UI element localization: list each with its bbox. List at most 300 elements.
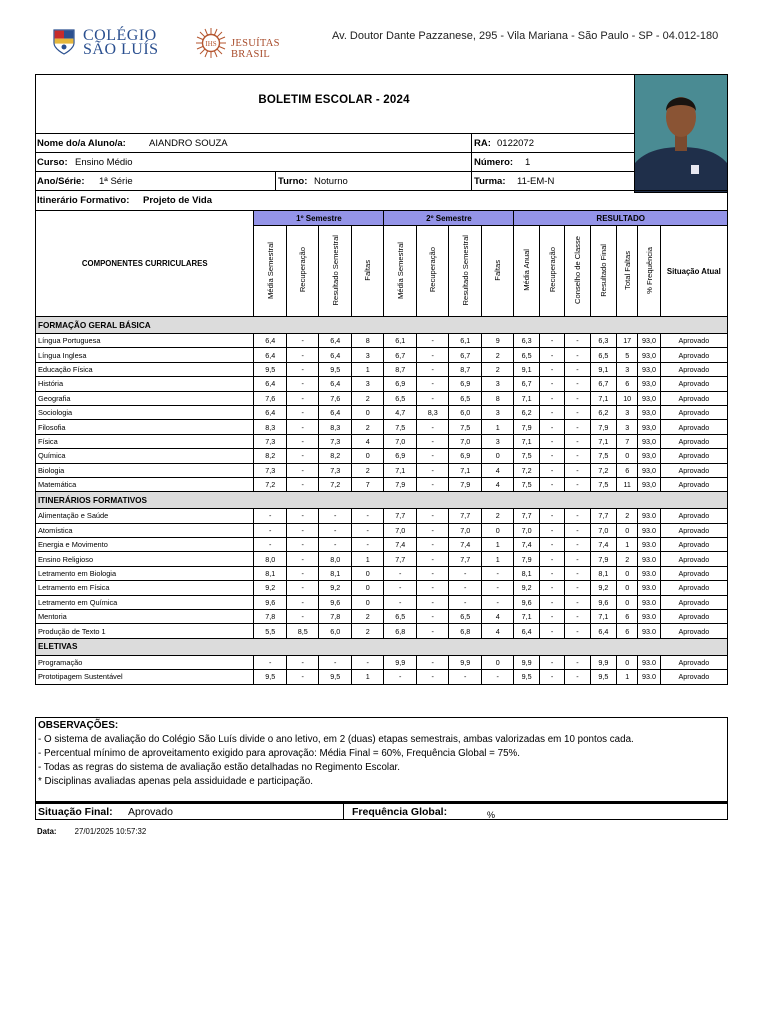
subject-name: Língua Inglesa xyxy=(36,348,254,362)
grade-cell: 1 xyxy=(617,670,638,684)
table-row xyxy=(36,348,728,362)
grade-cell: - xyxy=(539,449,564,463)
grade-cell: - xyxy=(254,523,287,537)
subject-name: Química xyxy=(36,449,254,463)
subject-name: Letramento em Biologia xyxy=(36,566,254,580)
grade-cell: 7,0 xyxy=(514,523,539,537)
footer-divider xyxy=(343,804,344,820)
grade-cell: 6,4 xyxy=(254,348,287,362)
grade-cell: 6,5 xyxy=(590,348,616,362)
grade-cell: - xyxy=(286,655,319,669)
grade-cell: 7,9 xyxy=(590,420,616,434)
grade-cell: - xyxy=(539,538,564,552)
grade-cell: - xyxy=(539,477,564,491)
grade-cell: - xyxy=(286,581,319,595)
grade-cell: - xyxy=(539,362,564,376)
final-status-label: Situação Final: xyxy=(38,806,113,818)
grade-cell: 9,9 xyxy=(590,655,616,669)
grade-cell: 7,1 xyxy=(449,463,482,477)
report-card xyxy=(35,74,728,819)
grade-cell: 8,1 xyxy=(514,566,539,580)
grade-cell: 0 xyxy=(481,449,514,463)
subject-name: Programação xyxy=(36,655,254,669)
grade-cell: 1 xyxy=(351,362,384,376)
grade-cell: 93,0 xyxy=(638,449,660,463)
final-status-value: Aprovado xyxy=(128,806,173,818)
grade-cell: 11 xyxy=(617,477,638,491)
grade-cell: - xyxy=(286,405,319,419)
subject-name: Biologia xyxy=(36,463,254,477)
grade-cell: 7 xyxy=(351,477,384,491)
grade-cell: 1 xyxy=(351,552,384,566)
grade-cell: - xyxy=(565,348,590,362)
grade-cell: 9,5 xyxy=(590,670,616,684)
grade-cell: - xyxy=(565,449,590,463)
grade-cell: 9,6 xyxy=(514,595,539,609)
table-row xyxy=(36,610,728,624)
section-row xyxy=(36,492,728,509)
grade-cell: - xyxy=(539,405,564,419)
grade-cell: 9,9 xyxy=(449,655,482,669)
school-shield-icon xyxy=(53,29,75,55)
grade-cell: 6 xyxy=(617,463,638,477)
grade-cell: 9,2 xyxy=(254,581,287,595)
status-cell: Aprovado xyxy=(660,523,727,537)
grade-cell: 3 xyxy=(617,405,638,419)
grade-cell: 7,8 xyxy=(254,610,287,624)
semester2-header: 2º Semestre xyxy=(384,211,514,226)
grade-cell: 93,0 xyxy=(638,405,660,419)
subject-name: Letramento em Física xyxy=(36,581,254,595)
column-header-label: Conselho de Classe xyxy=(572,236,582,304)
grade-cell: 7,0 xyxy=(384,523,417,537)
grade-cell: 9,2 xyxy=(319,581,352,595)
grade-cell: 7,9 xyxy=(514,420,539,434)
grade-cell: 93.0 xyxy=(638,509,660,523)
grade-cell: 6,0 xyxy=(449,405,482,419)
grade-cell: - xyxy=(565,670,590,684)
subject-name: Matemática xyxy=(36,477,254,491)
final-summary xyxy=(35,802,728,820)
table-row xyxy=(36,377,728,391)
grade-cell: 9,1 xyxy=(590,362,616,376)
table-row xyxy=(36,391,728,405)
grade-cell: 7,0 xyxy=(590,523,616,537)
column-header xyxy=(254,226,287,317)
table-row xyxy=(36,434,728,448)
column-header xyxy=(416,226,449,317)
grade-cell: 2 xyxy=(481,509,514,523)
grade-cell: 2 xyxy=(481,362,514,376)
grade-cell: - xyxy=(565,523,590,537)
grade-cell: - xyxy=(286,434,319,448)
grade-cell: - xyxy=(539,624,564,638)
grades-table xyxy=(35,210,728,685)
date-value: 27/01/2025 10:57:32 xyxy=(74,827,147,836)
column-header-label: Total Faltas xyxy=(622,250,632,290)
grade-cell: - xyxy=(565,405,590,419)
grade-cell: 6,8 xyxy=(449,624,482,638)
grade-cell: - xyxy=(319,523,352,537)
grade-cell: 6,7 xyxy=(449,348,482,362)
grade-cell: 7,2 xyxy=(514,463,539,477)
grade-cell: 6,7 xyxy=(590,377,616,391)
grade-cell: 0 xyxy=(351,449,384,463)
grade-cell: 9,5 xyxy=(514,670,539,684)
grade-cell: 6,1 xyxy=(384,334,417,348)
grade-cell: 7,6 xyxy=(254,391,287,405)
report-title: BOLETIM ESCOLAR - 2024 xyxy=(258,94,410,106)
grade-cell: 2 xyxy=(617,509,638,523)
grade-cell: - xyxy=(286,670,319,684)
grade-cell: 1 xyxy=(481,552,514,566)
grade-cell: 0 xyxy=(351,581,384,595)
grade-cell: 7,2 xyxy=(319,477,352,491)
grade-cell: 2 xyxy=(481,348,514,362)
grade-cell: - xyxy=(539,566,564,580)
grade-cell: 7,1 xyxy=(590,434,616,448)
status-cell: Aprovado xyxy=(660,566,727,580)
grade-cell: 8 xyxy=(351,334,384,348)
status-cell: Aprovado xyxy=(660,362,727,376)
column-header xyxy=(590,226,616,317)
column-header xyxy=(351,226,384,317)
grade-cell: - xyxy=(565,391,590,405)
observation-line: - O sistema de avaliação do Colégio São Luís divide o ano letivo, em 2 (duas) etapas semestrais, ambas valorizadas em 10 pontos cada. xyxy=(38,734,634,745)
grade-cell: 6,7 xyxy=(384,348,417,362)
grade-cell: - xyxy=(384,566,417,580)
grade-cell: 7,4 xyxy=(590,538,616,552)
result-header: RESULTADO xyxy=(514,211,728,226)
grade-cell: - xyxy=(286,449,319,463)
grade-cell: - xyxy=(449,595,482,609)
grade-cell: 8,2 xyxy=(254,449,287,463)
grade-cell: 93,0 xyxy=(638,420,660,434)
grade-cell: - xyxy=(416,610,449,624)
grade-cell: 7,7 xyxy=(449,509,482,523)
grade-cell: - xyxy=(319,509,352,523)
grade-cell: 3 xyxy=(351,348,384,362)
grade-cell: 4 xyxy=(481,610,514,624)
grade-cell: 0 xyxy=(351,566,384,580)
grade-cell: 9,6 xyxy=(254,595,287,609)
grade-cell: - xyxy=(286,509,319,523)
grade-cell: 0 xyxy=(481,655,514,669)
grade-cell: - xyxy=(416,348,449,362)
grade-cell: 93,0 xyxy=(638,377,660,391)
grade-cell: 93.0 xyxy=(638,610,660,624)
grade-cell: - xyxy=(539,509,564,523)
column-header-label: Faltas xyxy=(493,259,503,281)
grade-cell: 6,4 xyxy=(319,334,352,348)
svg-text:IHS: IHS xyxy=(205,40,217,48)
grade-cell: - xyxy=(416,334,449,348)
student-name: AIANDRO SOUZA xyxy=(149,138,228,149)
subject-name: Produção de Texto 1 xyxy=(36,624,254,638)
grade-cell: 9,5 xyxy=(254,362,287,376)
grade-cell: 0 xyxy=(617,449,638,463)
column-header xyxy=(286,226,319,317)
column-header xyxy=(481,226,514,317)
grade-cell: 7,4 xyxy=(514,538,539,552)
grade-cell: - xyxy=(481,670,514,684)
grade-cell: 3 xyxy=(481,405,514,419)
grade-cell: 93.0 xyxy=(638,670,660,684)
observation-line: - Percentual mínimo de aproveitamento exigido para aprovação: Média Final = 60%, Frequência Global = 75%. xyxy=(38,748,520,759)
grade-cell: - xyxy=(286,420,319,434)
grade-cell: 3 xyxy=(351,377,384,391)
section-title: ELETIVAS xyxy=(36,638,728,655)
subject-name: Prototipagem Sustentável xyxy=(36,670,254,684)
grade-cell: 9,1 xyxy=(514,362,539,376)
subject-name: Letramento em Química xyxy=(36,595,254,609)
grade-cell: 6,4 xyxy=(254,334,287,348)
grade-cell: 9,9 xyxy=(514,655,539,669)
grade-cell: 1 xyxy=(617,538,638,552)
grade-cell: 93,0 xyxy=(638,334,660,348)
grade-cell: 9,6 xyxy=(590,595,616,609)
jesuitas-brasil-logo xyxy=(195,27,320,59)
grade-cell: 9 xyxy=(481,334,514,348)
grade-cell: 7,5 xyxy=(449,420,482,434)
column-header-label: Média Semestral xyxy=(395,241,405,299)
table-row xyxy=(36,670,728,684)
grade-cell: - xyxy=(565,477,590,491)
grade-cell: - xyxy=(286,610,319,624)
grade-cell: - xyxy=(565,509,590,523)
column-header xyxy=(638,226,660,317)
column-header xyxy=(565,226,590,317)
grade-cell: - xyxy=(351,509,384,523)
grade-cell: 4 xyxy=(481,477,514,491)
grade-cell: 8 xyxy=(481,391,514,405)
grade-cell: - xyxy=(565,624,590,638)
issue-date xyxy=(37,827,146,836)
grade-cell: 7,3 xyxy=(319,434,352,448)
grade-cell: - xyxy=(565,377,590,391)
grade-cell: 7,6 xyxy=(319,391,352,405)
grade-cell: - xyxy=(416,581,449,595)
column-header-label: Média Semestral xyxy=(265,241,275,299)
grade-cell: - xyxy=(481,566,514,580)
observations-title: OBSERVAÇÕES: xyxy=(38,720,119,731)
status-cell: Aprovado xyxy=(660,610,727,624)
section-title: FORMAÇÃO GERAL BÁSICA xyxy=(36,317,728,334)
grade-cell: - xyxy=(565,581,590,595)
components-header: COMPONENTES CURRICULARES xyxy=(36,211,254,317)
grade-cell: 7,0 xyxy=(449,434,482,448)
column-header-label: Resultado Semestral xyxy=(330,234,340,306)
grade-cell: - xyxy=(286,362,319,376)
table-row xyxy=(36,552,728,566)
status-cell: Aprovado xyxy=(660,463,727,477)
grade-cell: 8,2 xyxy=(319,449,352,463)
grade-cell: 2 xyxy=(351,463,384,477)
grade-cell: 6 xyxy=(617,377,638,391)
grade-cell: 0 xyxy=(351,595,384,609)
grade-cell: 6,7 xyxy=(514,377,539,391)
column-header-label: Resultado Final xyxy=(598,243,608,297)
subject-name: Energia e Movimento xyxy=(36,538,254,552)
grade-cell: 6,4 xyxy=(319,377,352,391)
status-cell: Aprovado xyxy=(660,477,727,491)
grade-cell: - xyxy=(286,348,319,362)
grade-cell: 9,2 xyxy=(514,581,539,595)
table-row xyxy=(36,655,728,669)
table-row xyxy=(36,449,728,463)
grade-cell: - xyxy=(416,391,449,405)
status-cell: Aprovado xyxy=(660,624,727,638)
grade-cell: - xyxy=(319,538,352,552)
grade-cell: 7,4 xyxy=(449,538,482,552)
grade-cell: 7,7 xyxy=(449,552,482,566)
grade-cell: 4 xyxy=(481,624,514,638)
status-cell: Aprovado xyxy=(660,377,727,391)
grade-cell: - xyxy=(539,348,564,362)
grade-cell: 0 xyxy=(617,655,638,669)
grade-cell: 6,4 xyxy=(514,624,539,638)
grade-cell: - xyxy=(416,434,449,448)
grade-cell: 93.0 xyxy=(638,523,660,537)
grade-cell: 8,3 xyxy=(319,420,352,434)
grade-cell: 6,8 xyxy=(384,624,417,638)
grade-cell: 8,0 xyxy=(254,552,287,566)
grade-cell: 6 xyxy=(617,610,638,624)
table-row xyxy=(36,523,728,537)
grade-cell: 7,7 xyxy=(590,509,616,523)
grade-cell: - xyxy=(565,595,590,609)
school-address: Av. Doutor Dante Pazzanese, 295 - Vila Mariana - São Paulo - SP - 04.012-180 xyxy=(332,30,719,42)
semester1-header: 1º Semestre xyxy=(254,211,384,226)
grade-cell: 5 xyxy=(617,348,638,362)
grade-cell: 6,3 xyxy=(590,334,616,348)
column-header xyxy=(449,226,482,317)
grade-cell: - xyxy=(416,463,449,477)
grade-cell: 8,1 xyxy=(319,566,352,580)
grade-cell: - xyxy=(539,334,564,348)
grade-cell: 93.0 xyxy=(638,595,660,609)
grade-cell: 7,7 xyxy=(514,509,539,523)
subject-name: Educação Física xyxy=(36,362,254,376)
status-cell: Aprovado xyxy=(660,405,727,419)
grade-cell: - xyxy=(416,566,449,580)
grade-cell: 6,9 xyxy=(449,449,482,463)
column-header-label: Recuperação xyxy=(428,247,438,293)
grade-cell: - xyxy=(416,595,449,609)
grade-cell: 6,5 xyxy=(384,391,417,405)
section-row xyxy=(36,317,728,334)
grade-cell: 2 xyxy=(351,610,384,624)
grade-cell: 6,9 xyxy=(449,377,482,391)
grade-cell: - xyxy=(539,463,564,477)
status-cell: Aprovado xyxy=(660,348,727,362)
subject-name: História xyxy=(36,377,254,391)
year-value: 1ª Série xyxy=(99,176,133,187)
grade-cell: 6,5 xyxy=(514,348,539,362)
grade-cell: - xyxy=(481,595,514,609)
grade-cell: 7,1 xyxy=(590,610,616,624)
grade-cell: 4 xyxy=(481,463,514,477)
column-header xyxy=(384,226,417,317)
grade-cell: - xyxy=(384,595,417,609)
grade-cell: 93,0 xyxy=(638,391,660,405)
grade-cell: 7,9 xyxy=(514,552,539,566)
table-row xyxy=(36,334,728,348)
grade-cell: 8,3 xyxy=(416,405,449,419)
colegio-sao-luis-logo xyxy=(53,27,165,59)
grade-cell: - xyxy=(565,463,590,477)
grade-cell: 93.0 xyxy=(638,566,660,580)
grade-cell: 9,5 xyxy=(254,670,287,684)
grade-cell: 7,5 xyxy=(590,477,616,491)
global-frequency-unit: % xyxy=(487,810,496,820)
grade-cell: - xyxy=(286,566,319,580)
grade-cell: - xyxy=(286,538,319,552)
grade-cell: 6,5 xyxy=(449,610,482,624)
grade-cell: - xyxy=(254,509,287,523)
subject-name: Geografia xyxy=(36,391,254,405)
grade-cell: 9,5 xyxy=(319,362,352,376)
table-row xyxy=(36,463,728,477)
grade-cell: - xyxy=(416,538,449,552)
grade-cell: - xyxy=(565,552,590,566)
grade-cell: - xyxy=(539,377,564,391)
grade-cell: - xyxy=(416,362,449,376)
grade-cell: 2 xyxy=(351,420,384,434)
grade-cell: - xyxy=(286,463,319,477)
grade-cell: 6,2 xyxy=(514,405,539,419)
grade-cell: - xyxy=(416,670,449,684)
grade-cell: 8,7 xyxy=(384,362,417,376)
status-cell: Aprovado xyxy=(660,509,727,523)
grade-cell: 2 xyxy=(351,624,384,638)
logo-text-jesuitas: JESUÍTAS BRASIL xyxy=(231,38,280,60)
grade-cell: 9,9 xyxy=(384,655,417,669)
table-row xyxy=(36,420,728,434)
grade-cell: 7 xyxy=(617,434,638,448)
subject-name: Alimentação e Saúde xyxy=(36,509,254,523)
grade-cell: 2 xyxy=(351,391,384,405)
table-row xyxy=(36,581,728,595)
grade-cell: 6,2 xyxy=(590,405,616,419)
grade-cell: 93.0 xyxy=(638,581,660,595)
grade-cell: 6,9 xyxy=(384,449,417,463)
grade-cell: - xyxy=(286,552,319,566)
grade-cell: 9,6 xyxy=(319,595,352,609)
grade-cell: - xyxy=(449,581,482,595)
section-row xyxy=(36,638,728,655)
grade-cell: 6,4 xyxy=(319,348,352,362)
ra-label: RA: xyxy=(474,138,491,149)
grade-cell: - xyxy=(539,434,564,448)
grade-cell: 7,9 xyxy=(590,552,616,566)
grade-cell: 0 xyxy=(617,523,638,537)
itinerary-value: Projeto de Vida xyxy=(143,195,212,206)
column-header-label: % Frequência xyxy=(644,246,654,294)
jesuit-sun-icon xyxy=(195,27,227,59)
column-header-label: Resultado Semestral xyxy=(460,234,470,306)
grade-cell: - xyxy=(319,655,352,669)
grade-cell: - xyxy=(416,420,449,434)
table-row xyxy=(36,509,728,523)
grade-cell: 7,3 xyxy=(319,463,352,477)
table-row xyxy=(36,405,728,419)
grade-cell: - xyxy=(565,334,590,348)
grade-cell: 93.0 xyxy=(638,538,660,552)
grade-cell: 8,3 xyxy=(254,420,287,434)
table-row xyxy=(36,566,728,580)
grade-cell: 7,5 xyxy=(384,420,417,434)
